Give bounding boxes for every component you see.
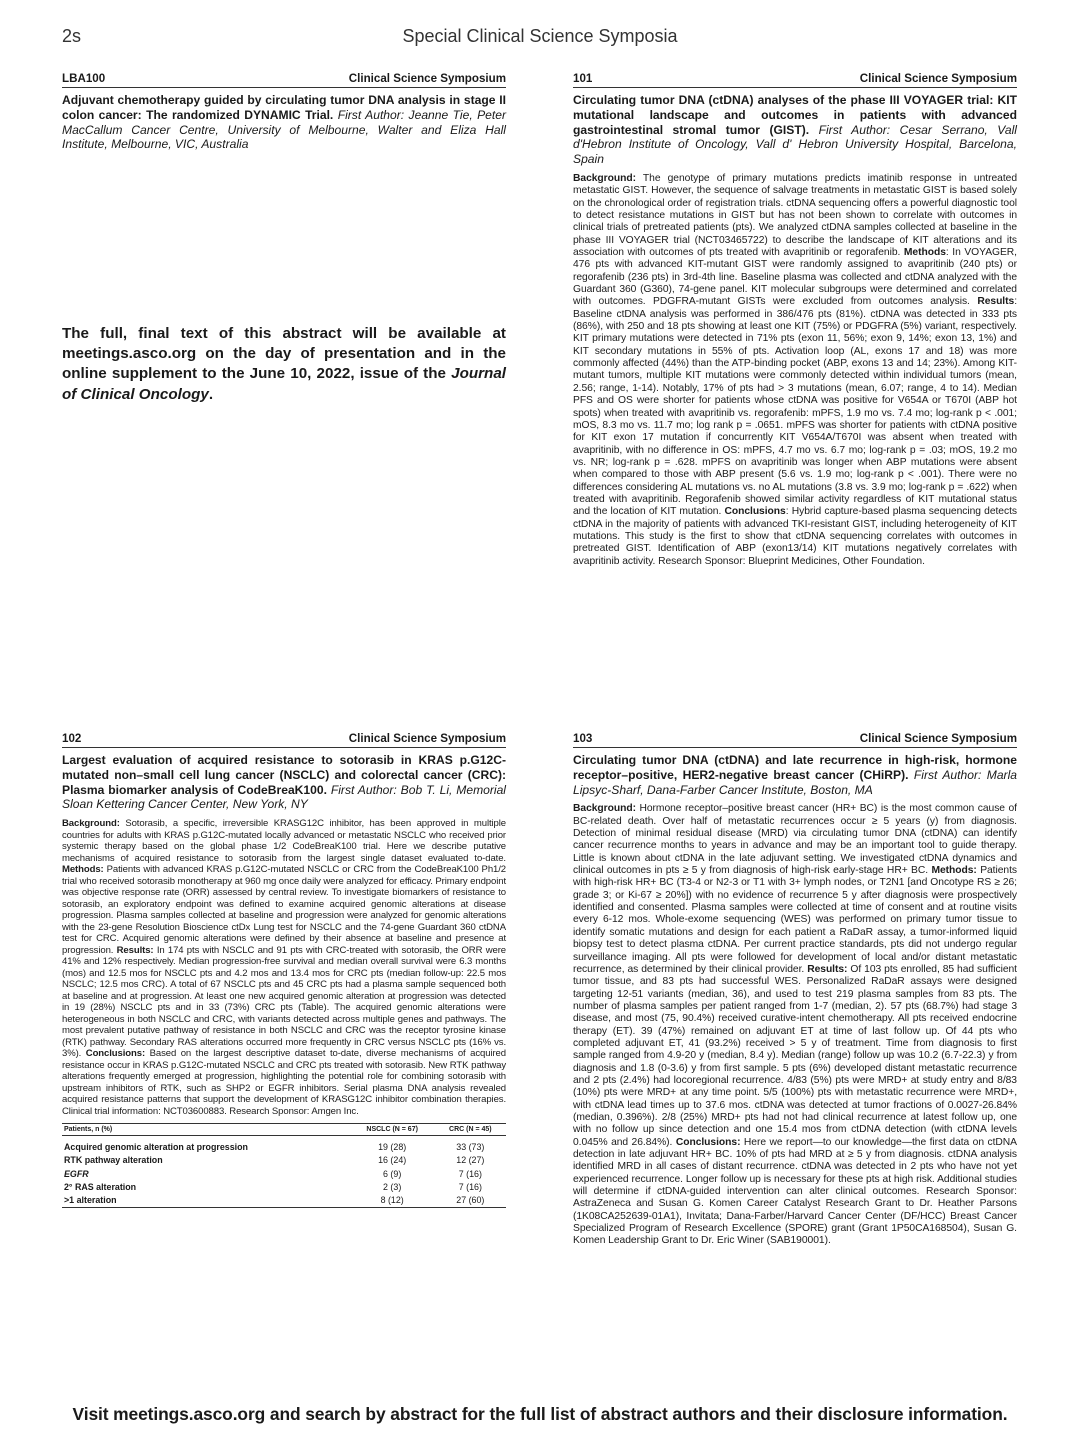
abstract-102: [62, 732, 506, 1208]
table-row: [62, 1136, 506, 1154]
first-author: First Author: Jeanne Tie, Peter MacCallum Cancer Centre, University of Melbourne, Walter and Eliza Hall Institute, Melbourne, VIC, Australia: [62, 107, 506, 152]
placeholder-journal: Journal of Clinical Oncology: [62, 365, 506, 403]
abstract-header: [62, 72, 506, 88]
section-label: Methods:: [931, 865, 977, 877]
abstract-body: [573, 803, 1017, 1247]
first-author: First Author: Marla Lipsyc-Sharf, Dana-Farber Cancer Institute, Boston, MA: [573, 767, 1017, 797]
abstract-number: 102: [62, 732, 82, 745]
abstract-body: [573, 173, 1017, 568]
session-label: Clinical Science Symposium: [859, 72, 1017, 85]
table-cell: 7 (16): [458, 1168, 482, 1179]
abstract-title-block: [62, 93, 506, 152]
placeholder-text: The full, final text of this abstract will be available at meetings.asco.org on the day of presentation and in the online supplement to the June 10, 2022, issue of the: [62, 325, 506, 383]
session-label: Clinical Science Symposium: [348, 72, 506, 85]
page-header: [62, 26, 1018, 52]
abstract-title: Circulating tumor DNA (ctDNA) analyses of the phase III VOYAGER trial: KIT mutational landscape and outcomes in patients with advanced gastrointestinal stromal tumor (GIST).: [573, 93, 1017, 137]
table-row: [62, 1180, 506, 1193]
running-head: Special Clinical Science Symposia: [402, 26, 678, 46]
abstract-title-block: [573, 93, 1017, 167]
table-cell: 33 (73): [456, 1142, 485, 1153]
table-header: CRC (N = 45): [435, 1124, 506, 1136]
placeholder-end: .: [208, 385, 214, 403]
abstract-placeholder-notice: [62, 324, 506, 405]
section-text: Based on the largest descriptive dataset to-date, diverse mechanisms of acquired resistance occur in KRAS p.G12C-mutated NSCLC and CRC pts treated with sotorasib. New RTK pathway alterations frequently emerged at progression, highlighting the potential role for combining sotorasib with upstream inhibitors of RTK, such as SHP2 or EGFR inhibitors. Serial plasma DNA analysis revealed acquired resistance patterns that support the development of KRASG12C inhibitor combination therapies. Clinical trial information: NCT03600883. Research Sponsor: Amgen Inc.: [62, 1048, 506, 1117]
section-label: Results: [977, 296, 1015, 308]
table-cell: RTK pathway alteration: [64, 1155, 163, 1166]
table-row: [62, 1193, 506, 1207]
table-cell: Acquired genomic alteration at progression: [64, 1142, 248, 1153]
abstract-title-block: [62, 753, 506, 812]
abstract-body: [62, 818, 506, 1117]
page-number: 2s: [62, 26, 82, 46]
section-label: Methods:: [62, 864, 104, 876]
section-text: : Hybrid capture-based plasma sequencing detects ctDNA in the majority of patients with advanced TKI-resistant GIST, including heterogeneity of KIT mutations. This study is the first to show that ctDNA sequencing correlates with outcomes in pretreated GIST. Identification of ABP (exon13/14) KIT mutations negatively correlates with avapritinib activity. Research Sponsor: Blueprint Medicines, Other Foundation.: [573, 506, 1017, 567]
section-label: Conclusions: [724, 506, 786, 518]
section-text: : In VOYAGER, 476 pts with advanced KIT-mutant GIST were randomly assigned to avapritinib (240 pts) or regorafenib (236 pts) in 3rd-4th line. Baseline plasma was collected and ctDNA analyzed with the Guardant 360 (G360), 74-gene panel. KIT molecular subgroups were determined and correlated with outcomes. PDGFRA-mutant GISTs were excluded from outcomes analysis.: [573, 247, 1017, 308]
abstract-lba100: [62, 72, 506, 152]
session-label: Clinical Science Symposium: [348, 732, 506, 745]
table-cell: 8 (12): [350, 1193, 435, 1207]
section-text: In 174 pts with NSCLC and 91 pts with CRC-treated with sotorasib, the ORR were 41% and 12% respectively. Median progression-free survival and median overall survival were 6.3 months (mos) and 12.5 mos for NSCLC pts and 4.2 mos and 13.4 mos for CRC pts (median follow-up: 22.5 mos NSCLC; 12.5 mos CRC). A total of 67 NSCLC pts and 45 CRC pts had a plasma sample sequenced both at baseline and at progression. At least one new acquired genomic alteration at progression was detected in 19 (28%) NSCLC pts and in 33 (73%) CRC pts (Table). The acquired genomic alterations were heterogeneous in both NSCLC and CRC, with variants detected across multiple genes and pathways. The most prevalent putative pathway of resistance in both NSCLC and CRC was the receptor tyrosine kinase (RTK) pathway. Secondary RAS alterations occurred more frequently in CRC versus NSCLC pts (16% vs. 3%).: [62, 944, 506, 1060]
page-footer: Visit meetings.asco.org and search by abstract for the full list of abstract authors and their disclosure information.: [72, 1404, 1008, 1424]
section-text: Sotorasib, a specific, irreversible KRASG12C inhibitor, has been approved in multiple countries for adults with KRAS p.G12C-mutated locally advanced or metastatic NSCLC who received prior systemic therapy based on the global phase 1/2 CodeBreaK100 trial. Here we describe putative mechanisms of acquired resistance to sotorasib from the largest single dataset evaluated to-date.: [62, 818, 506, 864]
table-cell: 12 (27): [456, 1155, 485, 1166]
abstract-title: Largest evaluation of acquired resistance to sotorasib in KRAS p.G12C-mutated non–small cell lung cancer (NSCLC) and colorectal cancer (CRC): Plasma biomarker analysis of CodeBreaK100.: [62, 753, 506, 797]
section-text: Patients with advanced KRAS p.G12C-mutated NSCLC or CRC from the CodeBreaK100 Ph1/2 trial who received sotorasib monotherapy at 960 mg once daily were analyzed for efficacy. Primary endpoint was objective response rate (ORR) assessed by central review. To investigate biomarkers of resistance to sotorasib, an exploratory endpoint was defined to examine acquired genomic alterations at disease progression. Plasma samples collected at baseline and progression were analyzed for genomic alterations with the 23-gene Resolution Bioscience ctDx Lung test for NSCLC and the 74-gene Guardant 360 ctDNA test for CRC. Acquired genomic alterations were defined by their absence at baseline and presence at progression.: [62, 864, 506, 956]
results-table: [62, 1123, 506, 1207]
abstract-number: 103: [573, 732, 593, 745]
section-text: The genotype of primary mutations predicts imatinib response in untreated metastatic GIST. However, the sequence of salvage treatments in metastatic GIST is based solely on the chronological order of registration trials. ctDNA sequencing offers a powerful diagnostic tool to detect resistance mutations in GIST but has not been shown to correlate with outcomes in clinical trials of pretreated patients (pts). We analyzed ctDNA samples collected at baseline in the phase III VOYAGER trial (NCT03465722) to describe the landscape of KIT alterations and its association with outcomes of pts treated with avapritinib or regorafenib.: [573, 172, 1017, 259]
table-cell: 19 (28): [378, 1142, 407, 1153]
first-author: First Author: Cesar Serrano, Vall d'Hebron Institute of Oncology, Vall d' Hebron University Hospital, Barcelona, Spain: [573, 122, 1017, 167]
abstract-header: [62, 732, 506, 748]
abstract-101: [573, 72, 1017, 568]
abstract-number: LBA100: [62, 72, 106, 85]
table-cell: EGFR: [64, 1168, 89, 1179]
section-label: Background:: [573, 803, 636, 815]
table-header-row: [62, 1124, 506, 1136]
table-cell: >1 alteration: [62, 1193, 350, 1207]
table-row: [62, 1167, 506, 1180]
section-text: Hormone receptor–positive breast cancer (HR+ BC) is the most common cause of BC-related death. Over half of metastatic recurrences occur ≥ 5 years (y) from diagnosis. Detection of minimal residual disease (MRD) via circulating tumor DNA (ctDNA) can identify cancer recurrence months to years in advance and may be an important tool to guide therapy. Little is known about ctDNA in the late adjuvant setting. We investigated ctDNA dynamics and clinical outcomes in pts ≥ 5 y from diagnosis of high-risk early-stage HR+ BC.: [573, 803, 1017, 877]
table-row: [62, 1154, 506, 1167]
first-author: First Author: Bob T. Li, Memorial Sloan Kettering Cancer Center, New York, NY: [62, 782, 506, 812]
section-label: Methods: [903, 247, 946, 259]
abstract-header: [573, 732, 1017, 748]
section-label: Conclusions:: [675, 1136, 741, 1148]
table-cell: 6 (9): [383, 1168, 402, 1179]
abstract-103: [573, 732, 1017, 1248]
abstract-title: Circulating tumor DNA (ctDNA) and late recurrence in high-risk, hormone receptor–positive, HER2-negative breast cancer (CHiRP).: [573, 753, 1017, 782]
section-label: Results:: [807, 963, 848, 975]
section-text: Patients with high-risk HR+ BC (T3-4 or N2-3 or T1 with 3+ lymph nodes, or T2N1 [and Oncotype RS ≥ 26; grade 3; or Ki-67 ≥ 20%]) with no evidence of recurrence 5 y after diagnosis were prospectively identified and consented. Plasma samples were collected at time of consent and at routine visits every 6-12 mos. Whole-exome sequencing (WES) was performed on primary tumor tissue to identify somatic mutations and design for each patient a RaDaR assay, a tumor-informed liquid biopsy test to detect plasma ctDNA. Per current practice standards, pts did not undergo regular surveillance imaging. All pts were followed for development of local and/or distant metastatic recurrence, as determined by their clinical provider.: [573, 865, 1017, 975]
abstract-number: 101: [573, 72, 593, 85]
session-label: Clinical Science Symposium: [859, 732, 1017, 745]
section-label: Conclusions:: [85, 1048, 146, 1060]
table-cell: 16 (24): [378, 1155, 407, 1166]
abstract-title: Adjuvant chemotherapy guided by circulating tumor DNA analysis in stage II colon cancer: The randomized DYNAMIC Trial.: [62, 93, 506, 122]
section-text: Of 103 pts enrolled, 85 had sufficient tumor tissue, and 83 pts had successful WES. Personalized RaDaR assays were designed targeting 12-51 variants (median, 36), and used to test 219 plasma samples from 83 pts. The number of plasma samples per patient ranged from 1-7 (median, 2). 57 pts (68.7%) had stage 3 disease, and most (75, 90.4%) received curative-intent chemotherapy. All pts received endocrine therapy (ET). 39 (47%) remained on adjuvant ET at time of last follow up. Of 44 pts who completed adjuvant ET, 41 (93.2%) received > 5 y of treatment. Time from diagnosis to first sample ranged from 4.9-20 y (median, 8.4 y). Median (range) follow up was 10.2 (6.7-22.3) y from diagnosis and 1.8 (0-3.6) y from first sample. 5 pts (6%) developed distant metastatic recurrence and 2 pts (2.4%) had locoregional recurrence. 4/83 (5%) pts were MRD+ at study entry and 8/83 (10%) pts were MRD+ at any time point. 5/5 (100%) pts with metastatic recurrence were MRD+, with ctDNA lead times up to 37.6 mos. ctDNA was detected at tumor fractions of 0.0027-26.84% (median, 0.396%). 2/8 (25%) MRD+ pts had not had clinical recurrence at latest follow up, one with no follow up since detection and one 15.4 mos from ctDNA detection (with ctDNA levels 0.045% and 26.84%).: [573, 963, 1017, 1148]
abstract-title-block: [573, 753, 1017, 797]
section-label: Background:: [573, 172, 636, 184]
abstract-header: [573, 72, 1017, 88]
table-cell: 27 (60): [435, 1193, 506, 1207]
section-text: : Baseline ctDNA analysis was performed in 386/476 pts (81%). ctDNA was detected in 333 pts (86%), with 250 and 18 pts showing at least one KIT (75%) or PDGFRA (5%) variant, respectively. KIT primary mutations were detected in 71% pts (exon 11, 56%; exon 9, 14%; exon 13, 1%) and KIT secondary mutations in 55% of pts. Activation loop (AL, exons 17 and 18) was more commonly affected (44%) than the ATP-binding pocket (ABP, exons 13 and 14; 23%). Among KIT-mutant tumors, multiple KIT mutations were commonly detected within individual tumors (mean, 2.56; range, 1-14). Notably, 17% of pts had > 3 mutations (mean, 6.07; range, 4 to 14). Median PFS and OS were shorter for patients whose ctDNA was positive for V654A or T670I (ABP hot spots) when treated with avapritinib vs. regorafenib: mPFS, 1.9 mo vs. 7.4 mo; log-rank p < .001; mOS, 8.3 mo vs. 11.7 mo; log rank p = .0651. mPFS was shorter for patients with ctDNA positive for KIT exon 17 mutation if concurrently KIT V654A/T670I was absent when treated with avapritinib, with no difference in OS: mPFS, 4.7 mo vs. 6.7 mo; log-rank p = .03; mOS, 19.2 mo vs. NR; log-rank p = .628. mPFS on avapritinib was longer when ABP mutations were absent when compared to those with ABP present (5.6 vs. 1.9 mo; log-rank p < .001). There were no differences considering AL mutations vs. no AL mutations (3.8 vs. 3.9 mo; log-rank p = .622) when treated with avapritinib. Regorafenib showed similar activity regardless of KIT mutational status and the location of KIT mutation.: [573, 296, 1017, 518]
section-text: Here we report—to our knowledge—the first data on ctDNA detection in late adjuvant HR+ BC. 10% of pts had MRD at ≥ 5 y from diagnosis. ctDNA analysis identified MRD in all cases of distant recurrence. ctDNA was detected in 2 pts who have not yet experienced recurrence. Longer follow up is necessary for these pts at high risk. Additional studies will determine if ctDNA-guided intervention can alter clinical outcomes. Research Sponsor: AstraZeneca and Susan G. Komen Career Catalyst Research Grant to Dr. Heather Parsons (1K08CA252639-01A1), Invitata; Dana-Farber/Harvard Cancer Center (DF/HCC) Breast Cancer Specialized Program of Research Excellence (SPORE) grant (Grant 1P50CA168504), Susan G. Komen Leadership Grant to Dr. Eric Winer (SAB190001).: [573, 1136, 1017, 1247]
table-cell: 7 (16): [458, 1181, 482, 1192]
table-header: NSCLC (N = 67): [350, 1124, 435, 1136]
section-label: Background:: [62, 818, 120, 830]
section-label: Results:: [116, 944, 154, 956]
table-cell: 2° RAS alteration: [64, 1181, 137, 1192]
table-header: Patients, n (%): [62, 1124, 350, 1136]
table-cell: 2 (3): [383, 1181, 402, 1192]
